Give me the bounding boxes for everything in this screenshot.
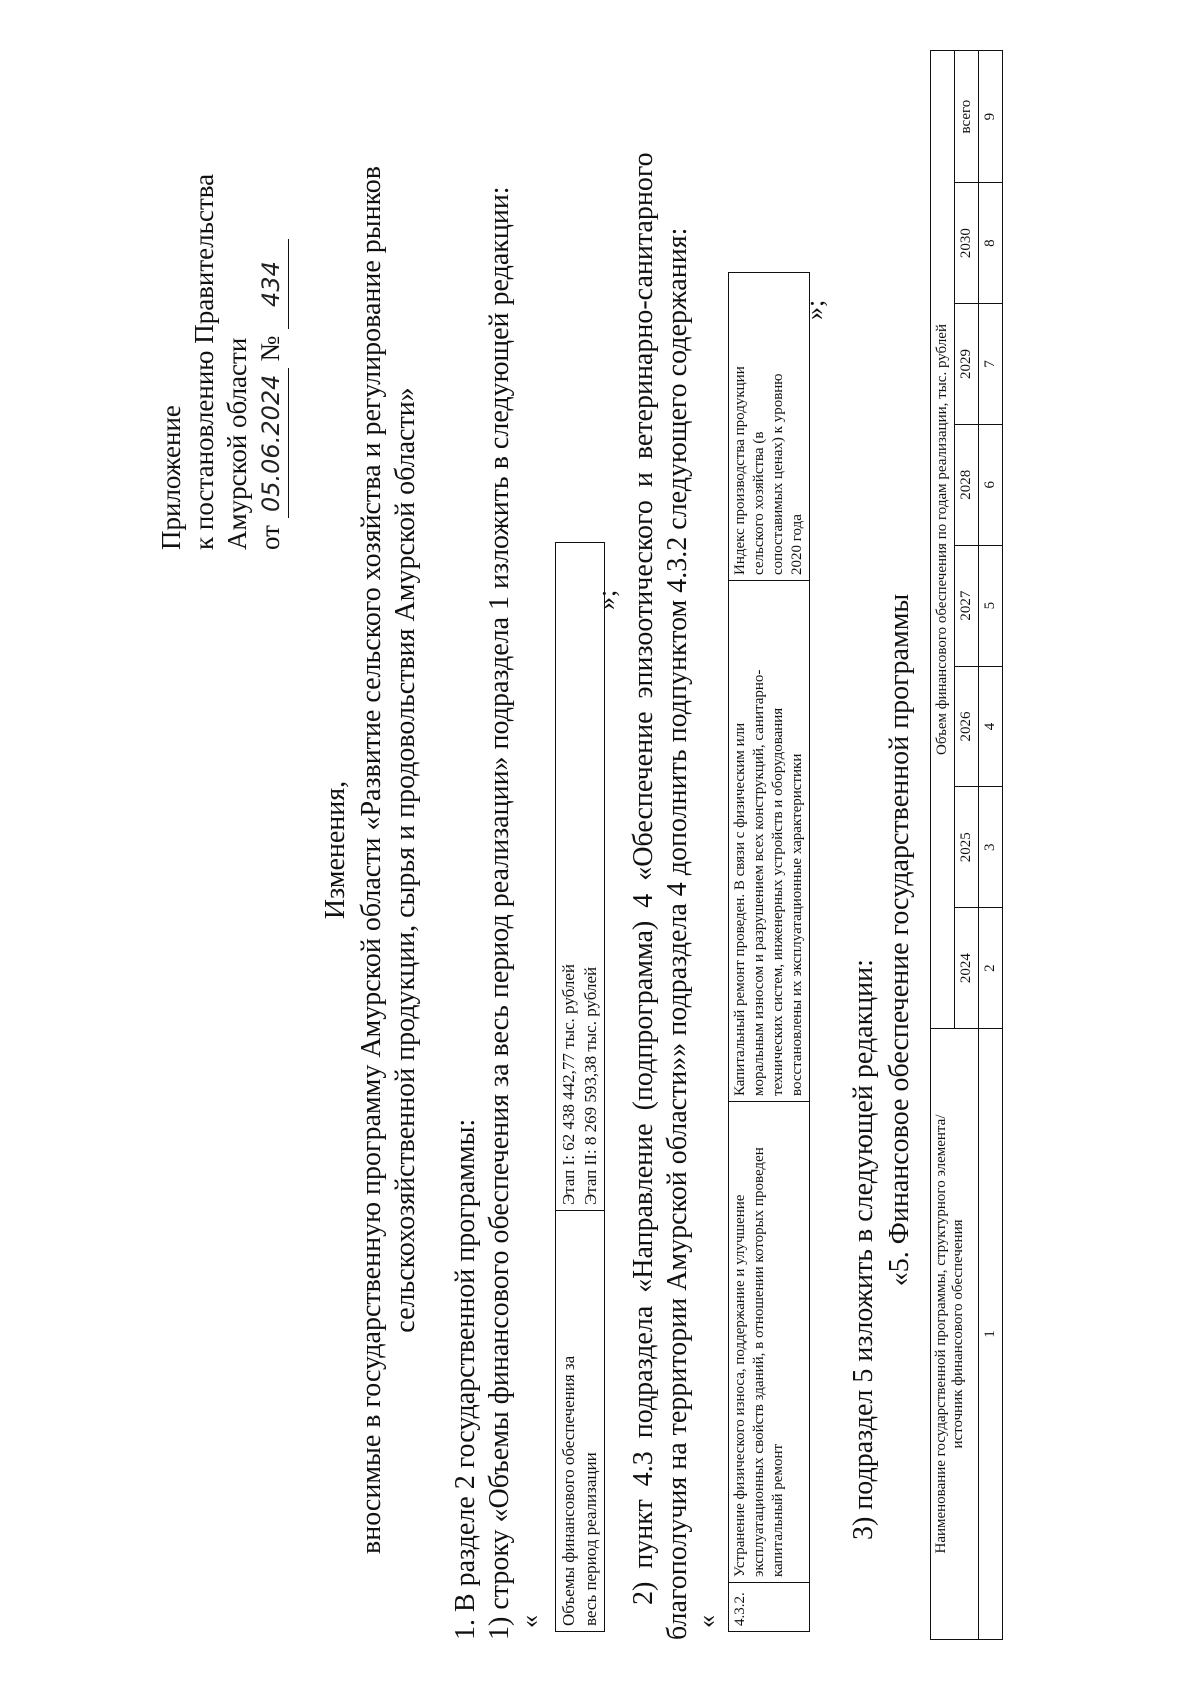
heading-line-2: сельскохозяйственной продукции, сырья и продовольствия Амурской области»: [390, 387, 421, 1333]
column-number: 7: [979, 304, 1003, 425]
subitem-indicator: [729, 273, 810, 581]
year-header: 2028: [955, 424, 979, 545]
annex-line-2: к постановлению Правительства: [189, 173, 219, 550]
annex-number: 434: [255, 239, 289, 329]
financing-group-header: Объем финансового обеспечения по годам реализации, тыс. рублей: [931, 51, 955, 1029]
subitem-task: [729, 1102, 810, 1583]
close-quote-2: »;: [800, 299, 829, 320]
total-header: всего: [955, 51, 979, 183]
section2-line-2: благополучия на территории Амурской области»» подраздела 4 дополнить подпунктом 4.3.2 следующего содержания:: [662, 227, 693, 1640]
column-number: 9: [979, 51, 1003, 183]
annex-number-label: №: [255, 335, 285, 362]
open-quote-2: «: [692, 1615, 721, 1628]
page-title: Изменения,: [320, 780, 351, 920]
section3-line-1: 3) подраздел 5 изложить в следующей редакции:: [848, 959, 879, 1540]
year-header: 2029: [955, 304, 979, 425]
section2-line-1: 2) пункт 4.3 подраздела «Направление (подпрограмма) 4 «Обеспечение эпизоотического и ветеринарно-санитарного: [628, 152, 659, 1605]
name-header-line: Наименование государственной программы, структурного элемента/: [933, 1114, 949, 1554]
task-line: эксплуатационных свойств зданий, в отношении которых проведен: [751, 1147, 767, 1577]
annex-date-line: [254, 239, 289, 550]
financing-by-years-table: [930, 50, 1003, 1640]
result-line: моральным износом и разрушением всех конструкций, санитарно-: [751, 669, 767, 1096]
column-number: 6: [979, 424, 1003, 545]
indicator-line: 2020 года: [789, 514, 805, 575]
year-header: 2026: [955, 666, 979, 787]
column-number: 5: [979, 545, 1003, 666]
close-quote-1: »;: [592, 589, 621, 610]
column-number: 2: [979, 908, 1003, 1029]
column-number: 8: [979, 183, 1003, 304]
section1-intro: 1. В разделе 2 государственной программы:: [450, 1118, 481, 1640]
stage-2-value: Этап II: 8 269 593,38 тыс. рублей: [581, 966, 600, 1205]
financing-volume-label: [556, 1211, 605, 1632]
indicator-line: Индекс производства продукции: [732, 366, 748, 575]
year-header: 2030: [955, 183, 979, 304]
program-name-header: [931, 1029, 979, 1640]
column-number: 3: [979, 787, 1003, 908]
task-line: капитальный ремонт: [770, 1443, 786, 1577]
task-line: Устранение физического износа, поддержание и улучшение: [732, 1194, 748, 1577]
name-header-line: источник финансового обеспечения: [950, 1219, 966, 1449]
financing-label-line-1: Объемы финансового обеспечения за: [559, 1355, 578, 1626]
indicator-line: сельского хозяйства (в: [751, 431, 767, 575]
annex-date: 05.06.2024: [255, 368, 289, 518]
column-number: 1: [979, 1029, 1003, 1640]
stage-1-value: Этап I: 62 438 442,77 тыс. рублей: [559, 964, 578, 1205]
section1-item1: 1) строку «Объемы финансового обеспечения за весь период реализации» подраздела 1 изложить в следующей редакции:: [484, 186, 515, 1640]
subitem-4-3-2-table: [728, 272, 810, 1632]
indicator-line: сопоставимых ценах) к уровню: [770, 373, 786, 575]
annex-prefix: от: [255, 525, 285, 550]
open-quote-1: «: [515, 1615, 544, 1628]
financing-volume-values: [556, 543, 605, 1211]
subitem-result: [729, 581, 810, 1102]
result-line: Капитальный ремонт проведен. В связи с физическим или: [732, 722, 748, 1096]
column-number: 4: [979, 666, 1003, 787]
heading-line-1: вносимые в государственную программу Амурской области «Развитие сельского хозяйства и регулирование рынков: [356, 166, 387, 1554]
financing-volume-table: [555, 542, 605, 1632]
year-header: 2027: [955, 545, 979, 666]
section3-subtitle: «5. Финансовое обеспечение государственной программы: [884, 593, 915, 1287]
result-line: технических систем, инженерных устройств и оборудования: [770, 707, 786, 1096]
result-line: восстановлены их эксплуатационные характеристики: [789, 753, 805, 1096]
year-header: 2025: [955, 787, 979, 908]
annex-line-1: Приложение: [156, 405, 186, 550]
financing-label-line-2: весь период реализации: [581, 1452, 600, 1626]
subitem-number: 4.3.2.: [729, 1583, 810, 1632]
annex-line-3: Амурской области: [222, 337, 252, 550]
year-header: 2024: [955, 908, 979, 1029]
